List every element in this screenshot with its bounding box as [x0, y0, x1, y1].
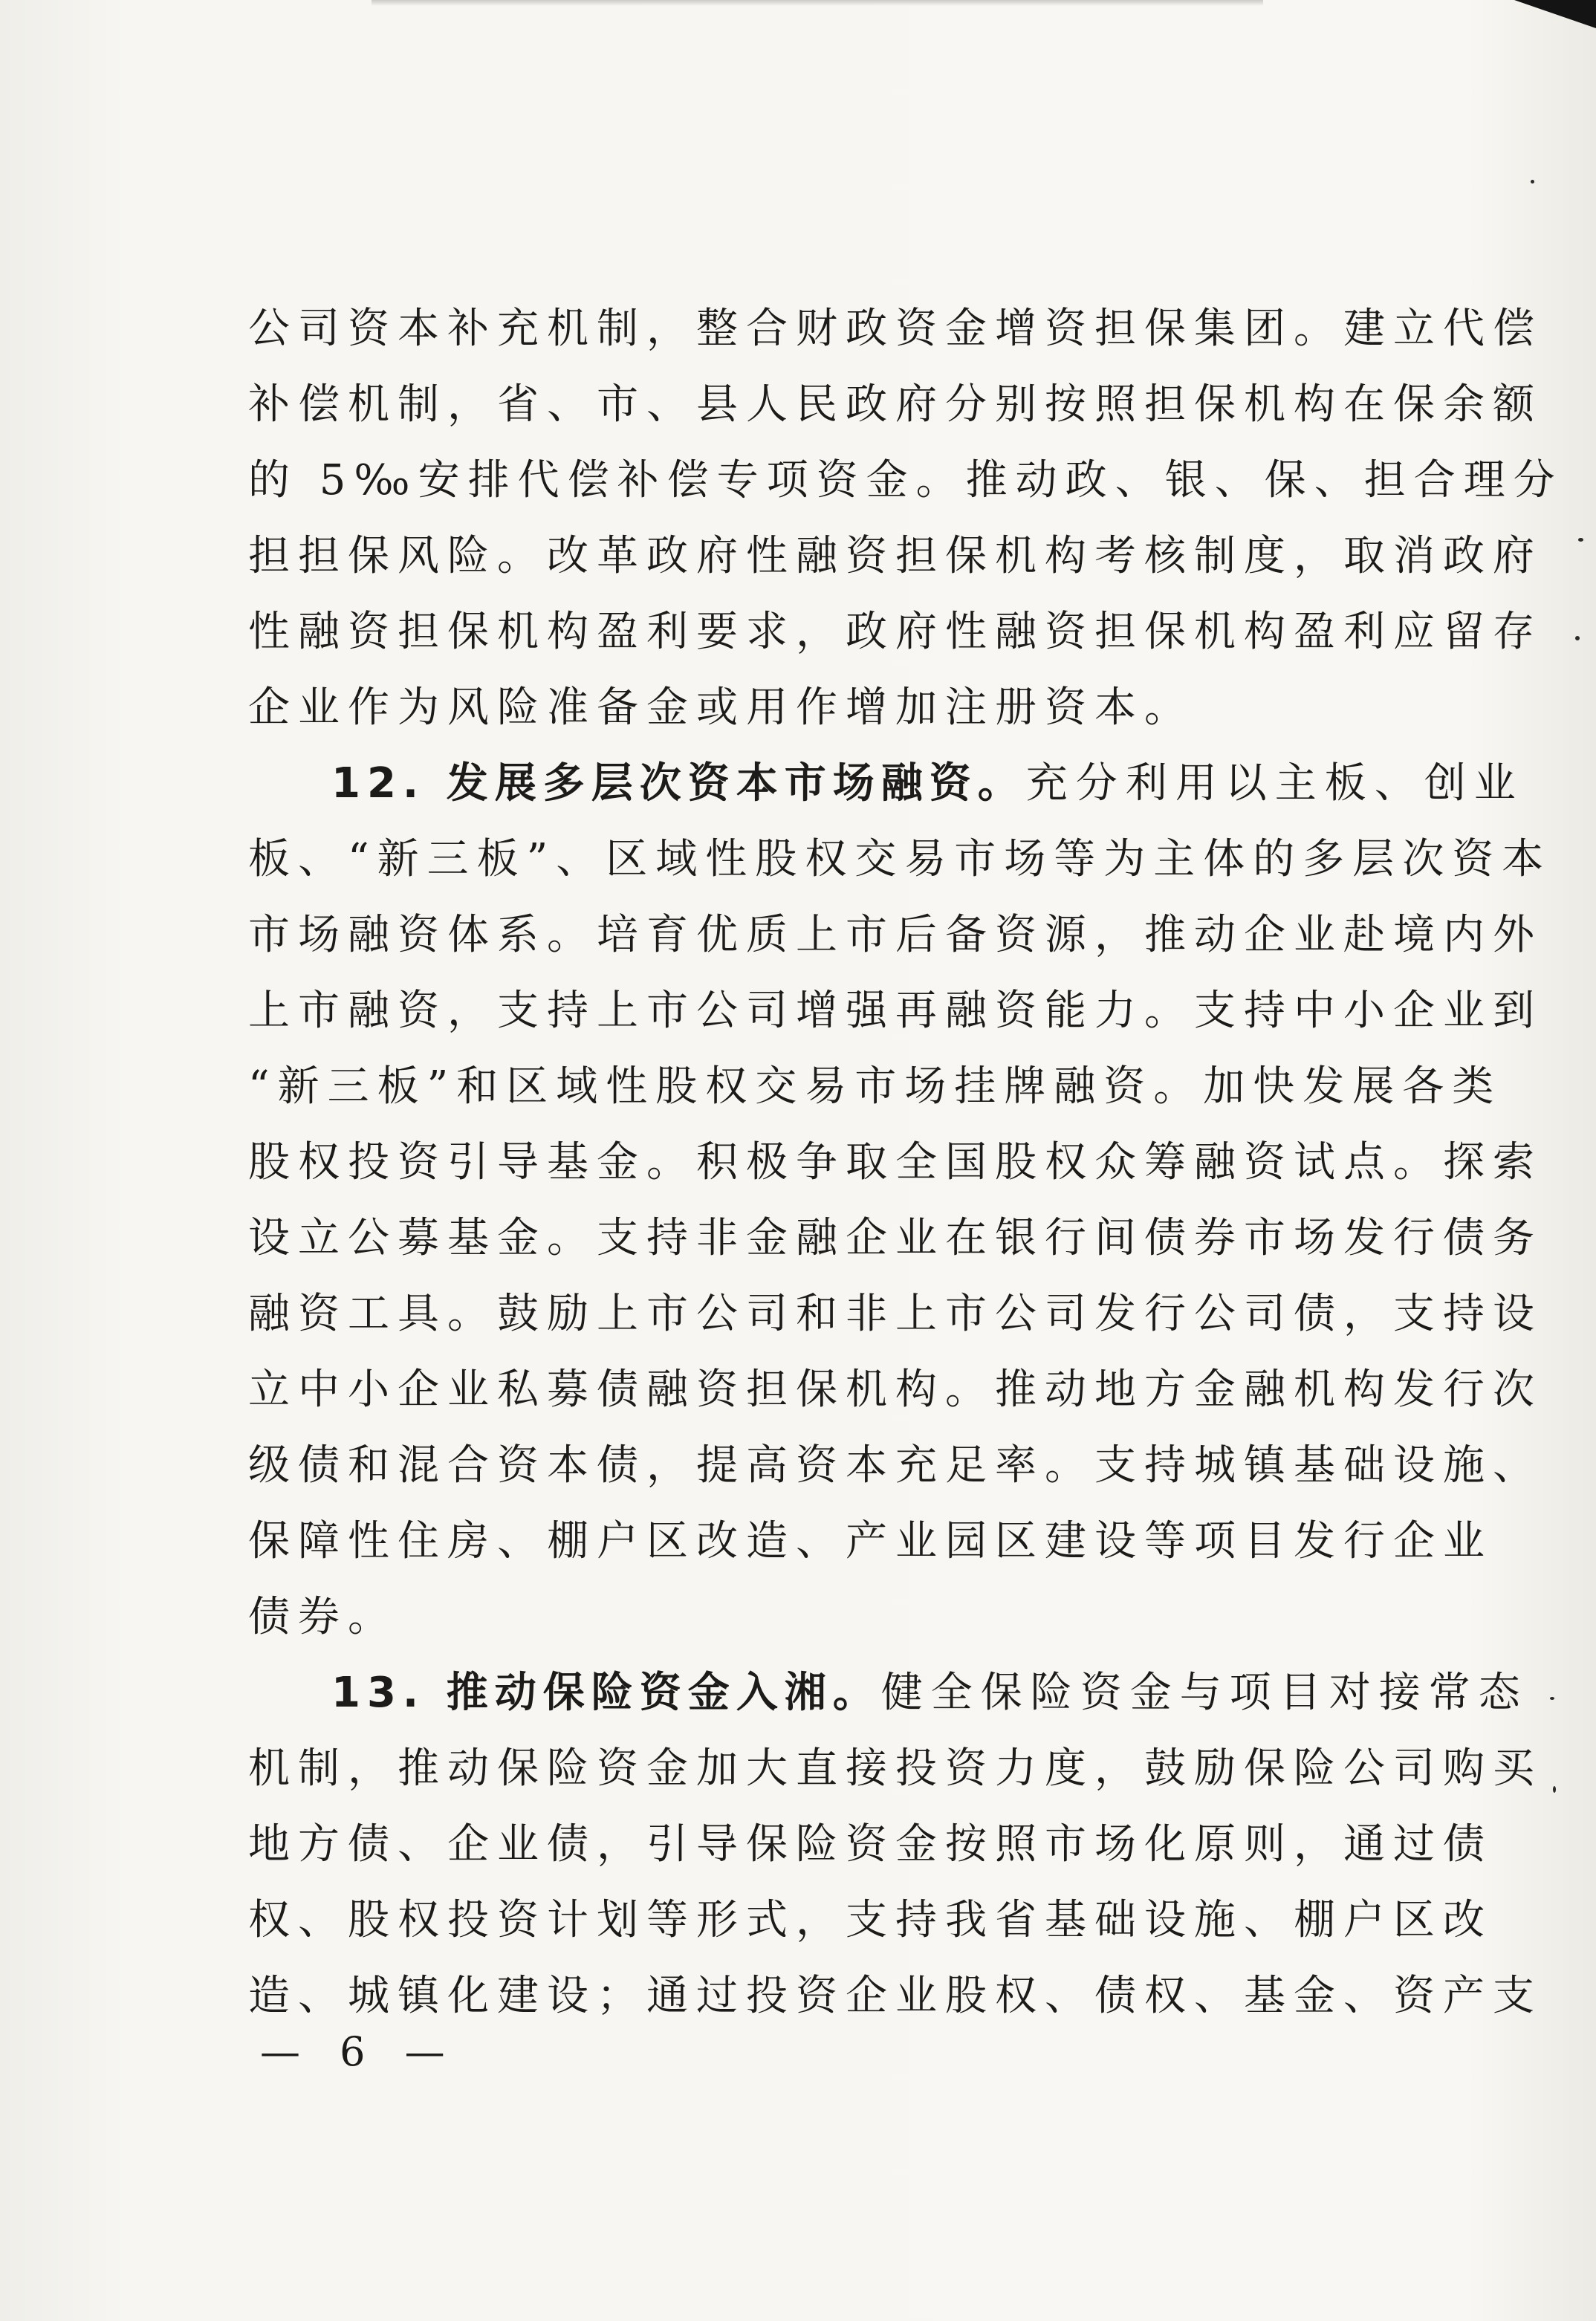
- text-line: 担担保风险。改革政府性融资担保机构考核制度，取消政府: [248, 532, 1543, 580]
- text-line: 的 5‰安排代偿补偿专项资金。推动政、银、保、担合理分: [248, 456, 1563, 504]
- text-line: 保障性住房、棚户区改造、产业园区建设等项目发行企业: [248, 1517, 1493, 1565]
- scan-speck: [1550, 1697, 1554, 1700]
- text-line: 级债和混合资本债，提高资本充足率。支持城镇基础设施、: [248, 1441, 1543, 1490]
- text-line: 公司资本补充机制，整合财政资金增资担保集团。建立代偿: [248, 305, 1543, 353]
- section-12-first-line-text: 充分利用以主板、创业: [1025, 759, 1524, 808]
- text-line: 债券。: [248, 1593, 398, 1641]
- text-line: 股权投资引导基金。积极争取全国股权众筹融资试点。探索: [248, 1138, 1543, 1187]
- text-line: 融资工具。鼓励上市公司和非上市公司发行公司债，支持设: [248, 1290, 1543, 1338]
- text-line: 地方债、企业债，引导保险资金按照市场化原则，通过债: [248, 1820, 1493, 1869]
- scan-speck: [1575, 636, 1580, 640]
- text-line: “新三板”和区域性股权交易市场挂牌融资。加快发展各类: [248, 1062, 1502, 1111]
- document-body: [248, 291, 1563, 2034]
- section-12-heading: 12. 发展多层次资本市场融资。: [331, 759, 1026, 808]
- scan-corner-artifact: [1514, 0, 1596, 28]
- section-13-first-line-text: 健全保险资金与项目对接常态: [880, 1669, 1528, 1717]
- text-line: 上市融资，支持上市公司增强再融资能力。支持中小企业到: [248, 987, 1543, 1035]
- scan-speck: [1553, 1786, 1556, 1793]
- page-number: — 6 —: [260, 2028, 458, 2075]
- text-line: 板、“新三板”、区域性股权交易市场等为主体的多层次资本: [248, 835, 1552, 883]
- section-12-first-line: [248, 746, 1524, 822]
- text-line: 性融资担保机构盈利要求，政府性融资担保机构盈利应留存: [248, 608, 1543, 656]
- text-line: 权、股权投资计划等形式，支持我省基础设施、棚户区改: [248, 1896, 1493, 1944]
- text-line: 造、城镇化建设；通过投资企业股权、债权、基金、资产支: [248, 1972, 1543, 2020]
- scan-top-shadow: [372, 0, 1263, 6]
- section-13-heading: 13. 推动保险资金入湘。: [331, 1669, 881, 1717]
- text-line: 机制，推动保险资金加大直接投资力度，鼓励保险公司购买: [248, 1744, 1543, 1793]
- text-line: 市场融资体系。培育优质上市后备资源，推动企业赴境内外: [248, 911, 1543, 959]
- section-13-first-line: [248, 1655, 1528, 1731]
- text-line: 设立公募基金。支持非金融企业在银行间债券市场发行债务: [248, 1214, 1543, 1262]
- text-line: 补偿机制，省、市、县人民政府分别按照担保机构在保余额: [248, 380, 1543, 429]
- text-line: 立中小企业私募债融资担保机构。推动地方金融机构发行次: [248, 1366, 1543, 1414]
- scan-speck: [1578, 538, 1583, 542]
- text-line: 企业作为风险准备金或用作增加注册资本。: [248, 684, 1194, 732]
- scan-speck: [1531, 180, 1534, 184]
